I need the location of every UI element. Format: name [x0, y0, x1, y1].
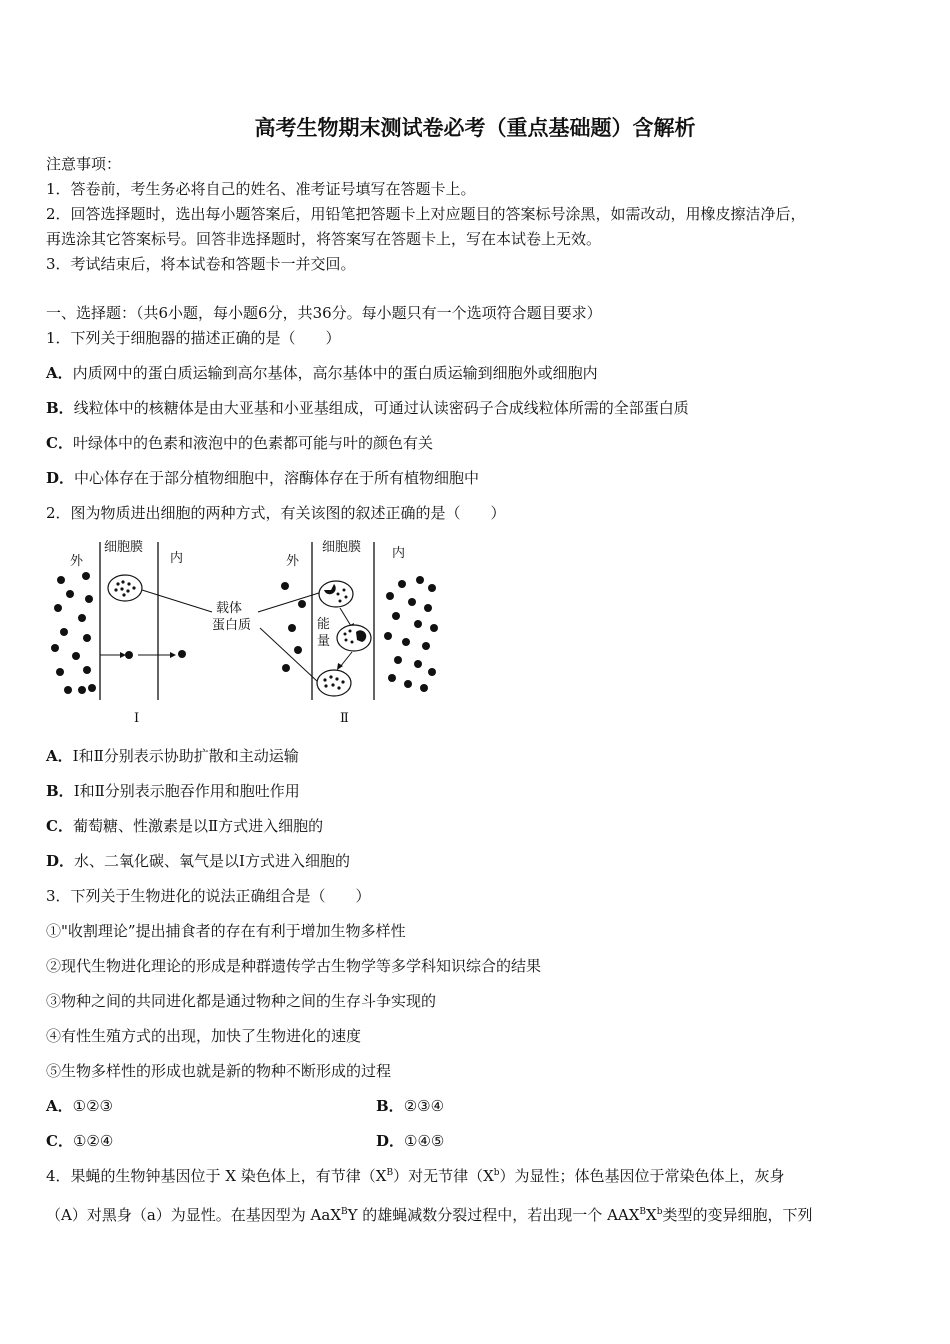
- section-heading: 一、选择题：（共6小题，每小题6分，共36分。每小题只有一个选项符合题目要求）: [46, 304, 602, 322]
- q3-option-d: [376, 1131, 444, 1151]
- carrier-protein: [317, 670, 351, 696]
- figure-inside-label-2: 内: [392, 546, 406, 561]
- text-run: X: [646, 1206, 657, 1224]
- figure-outside-label-2: 外: [286, 554, 300, 569]
- q1-option-a: [46, 363, 598, 383]
- figure-membrane-label-2: 细胞膜: [322, 540, 362, 555]
- q1-option-c: [46, 433, 433, 453]
- option-label: A．: [46, 1097, 73, 1115]
- q3-statement: ④有性生殖方式的出现，加快了生物进化的速度: [46, 1027, 362, 1045]
- option-text: 葡萄糖、性激素是以Ⅱ方式进入细胞的: [72, 817, 324, 835]
- option-text: Ⅰ和Ⅱ分别表示协助扩散和主动运输: [72, 747, 299, 765]
- option-label: B．: [46, 399, 74, 417]
- q1-option-b: [46, 398, 689, 418]
- option-text: Ⅰ和Ⅱ分别表示胞吞作用和胞吐作用: [73, 782, 300, 800]
- option-text: 内质网中的蛋白质运输到高尔基体，高尔基体中的蛋白质运输到细胞外或细胞内: [72, 364, 598, 382]
- note-item: 1．答卷前，考生务必将自己的姓名、准考证号填写在答题卡上。: [46, 180, 476, 198]
- q3-statement: ②现代生物进化理论的形成是种群遗传学古生物学等多学科知识综合的结果: [46, 957, 542, 975]
- option-label: D．: [376, 1132, 405, 1150]
- note-item: 2．回答选择题时，选出每小题答案后，用铅笔把答题卡上对应题目的答案标号涂黑，如需改动，用橡皮擦洁净后，: [46, 205, 806, 223]
- q3-option-b: [376, 1096, 444, 1116]
- q3-option-c: [46, 1131, 113, 1151]
- option-text: 线粒体中的核糖体是由大亚基和小亚基组成，可通过认读密码子合成线粒体所需的全部蛋白质: [73, 399, 689, 417]
- text-run: ）对无节律（X: [393, 1167, 494, 1185]
- option-label: D．: [46, 469, 75, 487]
- figure-inside-label-1: 内: [170, 551, 184, 566]
- option-text: ①②③: [72, 1097, 113, 1115]
- notes-heading: 注意事项：: [46, 155, 122, 173]
- q3-statement: ⑤生物多样性的形成也就是新的物种不断形成的过程: [46, 1062, 392, 1080]
- question-4-stem-line-1: [46, 1166, 785, 1186]
- carrier-label-1: 载体: [216, 601, 243, 616]
- figure-outside-label-1: 外: [70, 554, 84, 569]
- text-run: （A）对黑身（a）为显性。在基因型为 AaX: [46, 1206, 341, 1224]
- q3-statement: ①"收割理论”提出捕食者的存在有利于增加生物多样性: [46, 922, 406, 940]
- carrier-protein: [108, 575, 142, 601]
- text-run: ）为显性；体色基因位于常染色体上，灰身: [499, 1167, 785, 1185]
- option-label: C．: [46, 1132, 73, 1150]
- q2-option-c: [46, 816, 323, 836]
- option-text: 叶绿体中的色素和液泡中的色素都可能与叶的颜色有关: [72, 434, 433, 452]
- q1-option-d: [46, 468, 479, 488]
- pointer-line: [260, 628, 318, 682]
- note-item: 再选涂其它答案标号。回答非选择题时，将答案写在答题卡上，写在本试卷上无效。: [46, 230, 602, 248]
- q2-option-d: [46, 851, 350, 871]
- inside-molecules-2: [384, 576, 438, 692]
- molecule: [178, 650, 186, 658]
- panel-label-II: Ⅱ: [340, 711, 349, 726]
- carrier-label-2: 蛋白质: [212, 618, 252, 633]
- outside-molecules-2: [281, 582, 306, 672]
- option-label: C．: [46, 817, 73, 835]
- question-1-stem: 1．下列关于细胞器的描述正确的是（ ）: [46, 329, 341, 347]
- text-run: 4．果蝇的生物钟基因位于 X 染色体上，有节律（X: [46, 1167, 387, 1185]
- panel-label-I: Ⅰ: [134, 711, 140, 726]
- question-2-stem: 2．图为物质进出细胞的两种方式，有关该图的叙述正确的是（ ）: [46, 504, 506, 522]
- option-label: A．: [46, 747, 73, 765]
- option-text: ①②④: [72, 1132, 114, 1150]
- membrane-transport-figure: [40, 532, 460, 732]
- pointer-line: [142, 590, 212, 612]
- carrier-protein: [319, 581, 353, 607]
- option-text: 中心体存在于部分植物细胞中，溶酶体存在于所有植物细胞中: [74, 469, 480, 487]
- option-text: 水、二氧化碳、氧气是以Ⅰ方式进入细胞的: [74, 852, 350, 870]
- outside-molecules: [51, 572, 96, 694]
- superscript: B: [341, 1207, 348, 1217]
- option-label: B．: [376, 1097, 404, 1115]
- text-run: 类型的变异细胞，下列: [662, 1206, 813, 1224]
- q3-statement: ③物种之间的共同进化都是通过物种之间的生存斗争实现的: [46, 992, 437, 1010]
- energy-label-1: 能: [317, 617, 331, 632]
- page-title: 高考生物期末测试卷必考（重点基础题）含解析: [254, 116, 696, 140]
- superscript: B: [386, 1168, 394, 1178]
- superscript: b: [656, 1207, 663, 1217]
- molecule: [125, 651, 133, 659]
- note-item: 3．考试结束后，将本试卷和答题卡一并交回。: [46, 255, 356, 273]
- figure-membrane-label-1: 细胞膜: [104, 540, 144, 555]
- option-text: ②③④: [403, 1097, 445, 1115]
- q2-option-a: [46, 746, 299, 766]
- question-3-stem: 3．下列关于生物进化的说法正确组合是（ ）: [46, 887, 371, 905]
- energy-label-2: 量: [317, 634, 331, 649]
- text-run: Y 的雄蝇减数分裂过程中，若出现一个 AAX: [347, 1206, 640, 1224]
- superscript: b: [493, 1168, 500, 1178]
- q2-option-b: [46, 781, 300, 801]
- question-4-stem-line-2: [46, 1205, 813, 1225]
- superscript: B: [639, 1207, 647, 1217]
- option-label: B．: [46, 782, 74, 800]
- option-text: ①④⑤: [404, 1132, 445, 1150]
- option-label: D．: [46, 852, 75, 870]
- option-label: A．: [46, 364, 73, 382]
- option-label: C．: [46, 434, 73, 452]
- q3-option-a: [46, 1096, 113, 1116]
